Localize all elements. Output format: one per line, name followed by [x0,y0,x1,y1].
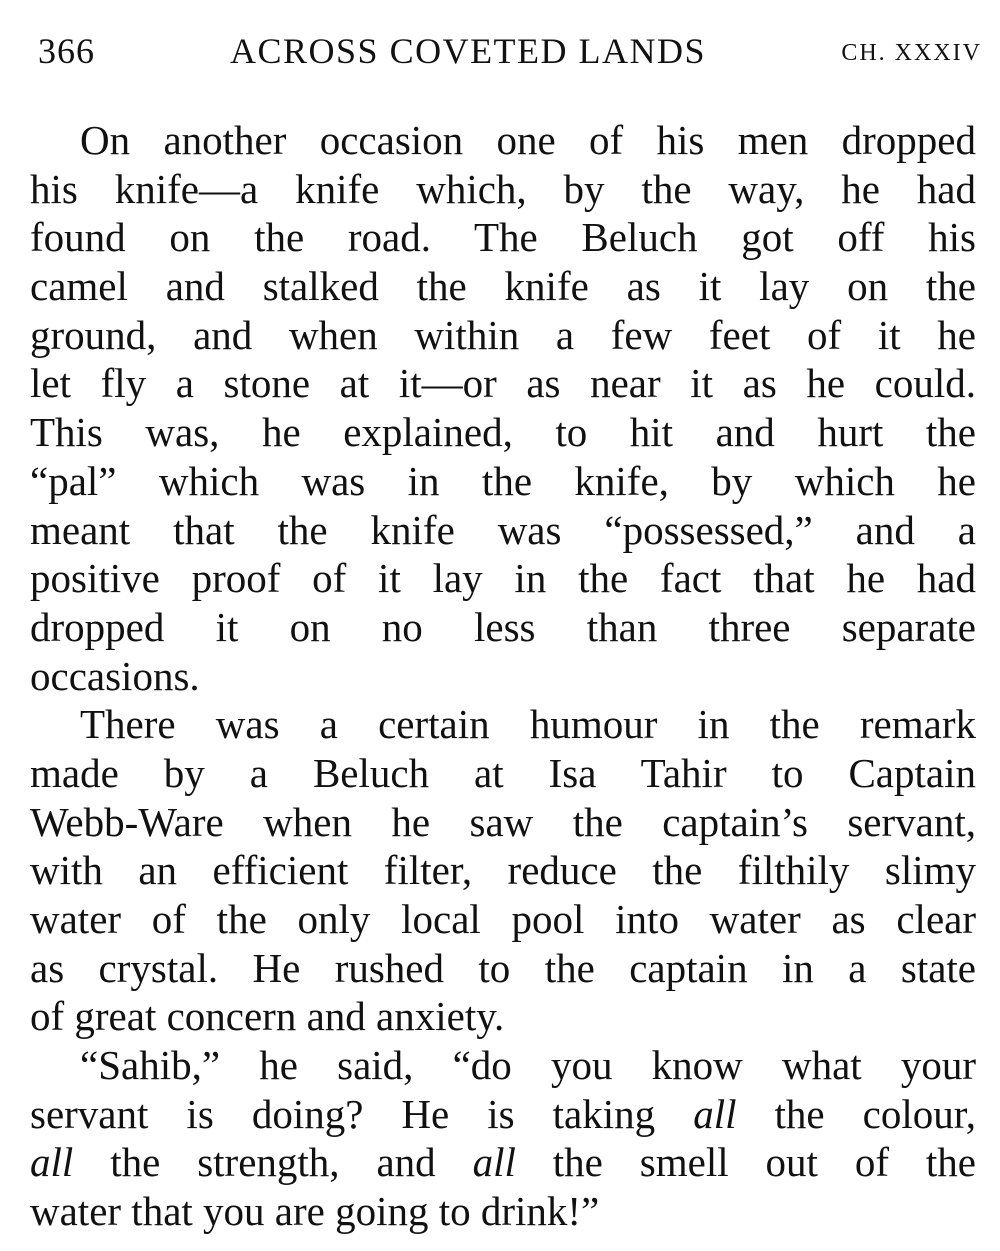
text-line: let fly a stone at it—or as near it as he could. [30,360,976,407]
italic-emphasis: all [472,1139,516,1186]
text-fragment: servant is doing? He is taking [30,1090,694,1137]
text-line: Webb-Ware when he saw the captain’s servant, [30,798,976,845]
text-line: found on the road. The Beluch got off his [30,214,976,261]
text-line: with an efficient filter, reduce the filthily slimy [30,847,976,894]
text-line: “pal” which was in the knife, by which he [30,457,976,504]
paragraph-1 [30,116,976,700]
chapter-label: CH. XXXIV [841,40,982,66]
running-title: ACROSS COVETED LANDS [230,31,707,71]
text-line: On another occasion one of his men dropped [80,117,976,163]
text-line: water of the only local pool into water as clear [30,896,976,942]
text-line: There was a certain humour in the remark [80,701,976,748]
text-fragment: the strength, and [73,1139,473,1186]
text-fragment: the smell out of the [515,1139,976,1186]
text-line: water that you are going to drink!” [30,1188,600,1235]
text-line: This was, he explained, to hit and hurt the [30,409,976,456]
paragraph-2 [30,700,976,1041]
text-line: his knife—a knife which, by the way, he had [30,165,976,212]
text-line: positive proof of it lay in the fact that he had [30,555,976,602]
text-line: “Sahib,” he said, “do you know what your [80,1042,976,1089]
text-fragment: the colour, [736,1090,976,1137]
text-line: of great concern and anxiety. [30,993,505,1040]
text-line: meant that the knife was “possessed,” and a [30,506,976,553]
italic-emphasis: all [30,1139,74,1186]
page-number: 366 [38,31,95,71]
text-line: occasions. [30,652,200,699]
paragraph-3 [30,1041,976,1236]
text-line: dropped it on no less than three separate [30,603,976,650]
text-line: camel and stalked the knife as it lay on the [30,263,976,310]
text-line: as crystal. He rushed to the captain in a state [30,944,976,991]
text-line [30,1138,976,1187]
text-line: ground, and when within a few feet of it he [30,311,976,358]
italic-emphasis: all [693,1090,737,1137]
text-line: made by a Beluch at Isa Tahir to Captain [30,749,976,796]
page-body [30,116,976,1236]
running-header [30,24,982,80]
text-line [30,1090,976,1139]
